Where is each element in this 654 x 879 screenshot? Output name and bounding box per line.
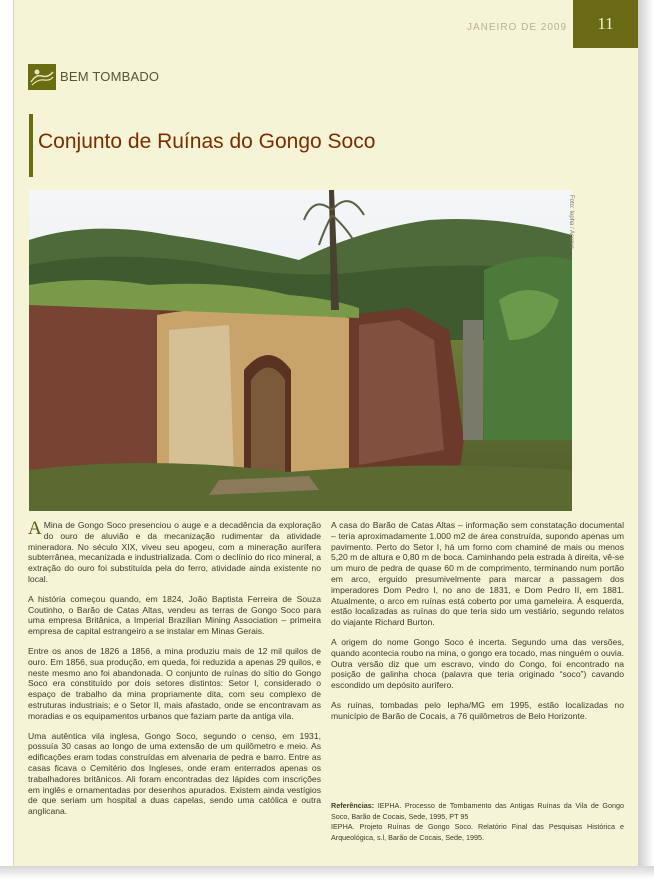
page-shadow-right bbox=[638, 0, 654, 879]
paragraph-5: A casa do Barão de Catas Altas – informação sem constatação documental – teria aproximadamente 1.000 m2 de área construída, supondo apenas um pavimento. Perto do Setor I, há um forno com chaminé de mais ou menos 5,20 m de altura e 0,80 m de boca. Caminhando pela estrada à direita, vê-se um muro de pedra de quase 60 m de comprimento, terminando num portão em arco, erguido presumivelmente para marcar a passagem dos imperadores Dom Pedro I, no ano de 1831, e Dom Pedro II, em 1881. Atualmente, o arco em ruínas está coberto por uma gameleira. À esquerda, estão localizadas as ruínas do que teria sido um vestiário, segundo relatos do viajante Richard Burton. bbox=[331, 520, 624, 628]
reference-2: IEPHA. Projeto Ruínas de Gongo Soco. Relatório Final das Pesquisas Histórica e Arqueológica, s.l, Barão de Cocais, Sede, 1995. bbox=[331, 822, 624, 842]
paragraph-1 bbox=[28, 520, 321, 585]
section-logo-icon bbox=[28, 64, 56, 90]
paragraph-3: Entre os anos de 1826 a 1856, a mina produziu mais de 12 mil quilos de ouro. Em 1856, sua produção, em queda, foi reduzida a apenas 29 quilos, e neste mesmo ano foi abandonada. O conjunto de ruínas do sítio do Gongo Soco era constituído por dois setores distintos: Setor I, considerado o espaço de trabalho da mina propriamente dita, com seu complexo de estruturas industriais; e o Setor II, mais afastado, onde se encontravam as moradias e os equipamentos urbanos que faziam parte da antiga vila. bbox=[28, 645, 321, 721]
paragraph-1-text: Mina de Gongo Soco presenciou o auge e a decadência da exploração do ouro de aluvião e da mecanização rudimentar da atividade mineradora. No século XIX, viveu seu apogeu, com a mineração aurífera subterrânea, mecanizada e industrializada. Com o declínio do rico mineral, a extração do ouro foi substituída pela do ferro, atividade ainda existente no local. bbox=[28, 520, 321, 584]
paragraph-4: Uma autêntica vila inglesa, Gongo Soco, segundo o censo, em 1931, possuía 30 casas ao longo de uma extensão de um quilômetro e meio. As edificações eram todas construídas em alvenaria de pedra e barro. Entre as casas ficava o Cemitério dos Ingleses, onde eram enterrados apenas os trabalhadores britânicos. Ali foram encontradas dez lápides com inscrições em inglês e ornamentadas por desenhos apurados. Existem ainda vestígios de que seriam um hospital a duas capelas, sendo uma católica e outra anglicana. bbox=[28, 730, 321, 817]
photo-credit: Foto: Iepha / Acervo bbox=[568, 195, 574, 249]
article-title: Conjunto de Ruínas do Gongo Soco bbox=[38, 130, 376, 153]
reference-1 bbox=[331, 801, 624, 822]
references-block bbox=[331, 801, 624, 843]
reference-1-text: IEPHA. Processo de Tombamento das Antigas Ruínas da Vila de Gongo Soco, Barão de Cocais, Sede, 1995, PT 95 bbox=[331, 801, 624, 821]
drop-cap: A bbox=[28, 518, 42, 539]
paragraph-6: A origem do nome Gongo Soco é incerta. Segundo uma das versões, quando acontecia roubo na mina, o gongo era tocado, mas ninguém o ouvia. Outra versão diz que um escravo, vindo do Congo, foi encontrado na posição de galinha choca (palavra que teria originado “soco”) cavando escondido um depósito aurífero. bbox=[331, 636, 624, 691]
left-text-column bbox=[28, 520, 321, 826]
page-number: 11 bbox=[573, 0, 638, 48]
right-text-column bbox=[331, 520, 624, 731]
title-accent-bar bbox=[29, 114, 33, 177]
page-shadow-bottom bbox=[0, 866, 654, 879]
ruins-photo bbox=[29, 190, 572, 511]
paragraph-2: A história começou quando, em 1824, João Baptista Ferreira de Souza Coutinho, o Barão de Catas Altas, vendeu as terras de Gongo Soco para uma empresa Britânica, a Imperial Brazilian Mining Association – primeira empresa de capital estrangeiro a se instalar em Minas Gerais. bbox=[28, 593, 321, 637]
section-label: BEM TOMBADO bbox=[60, 69, 160, 84]
references-label: Referências: bbox=[331, 801, 375, 810]
paragraph-7: As ruínas, tombadas pelo Iepha/MG em 1995, estão localizadas no município de Barão de Cocais, a 76 quilômetros de Belo Horizonte. bbox=[331, 699, 624, 721]
issue-date: JANEIRO DE 2009 bbox=[467, 22, 568, 33]
